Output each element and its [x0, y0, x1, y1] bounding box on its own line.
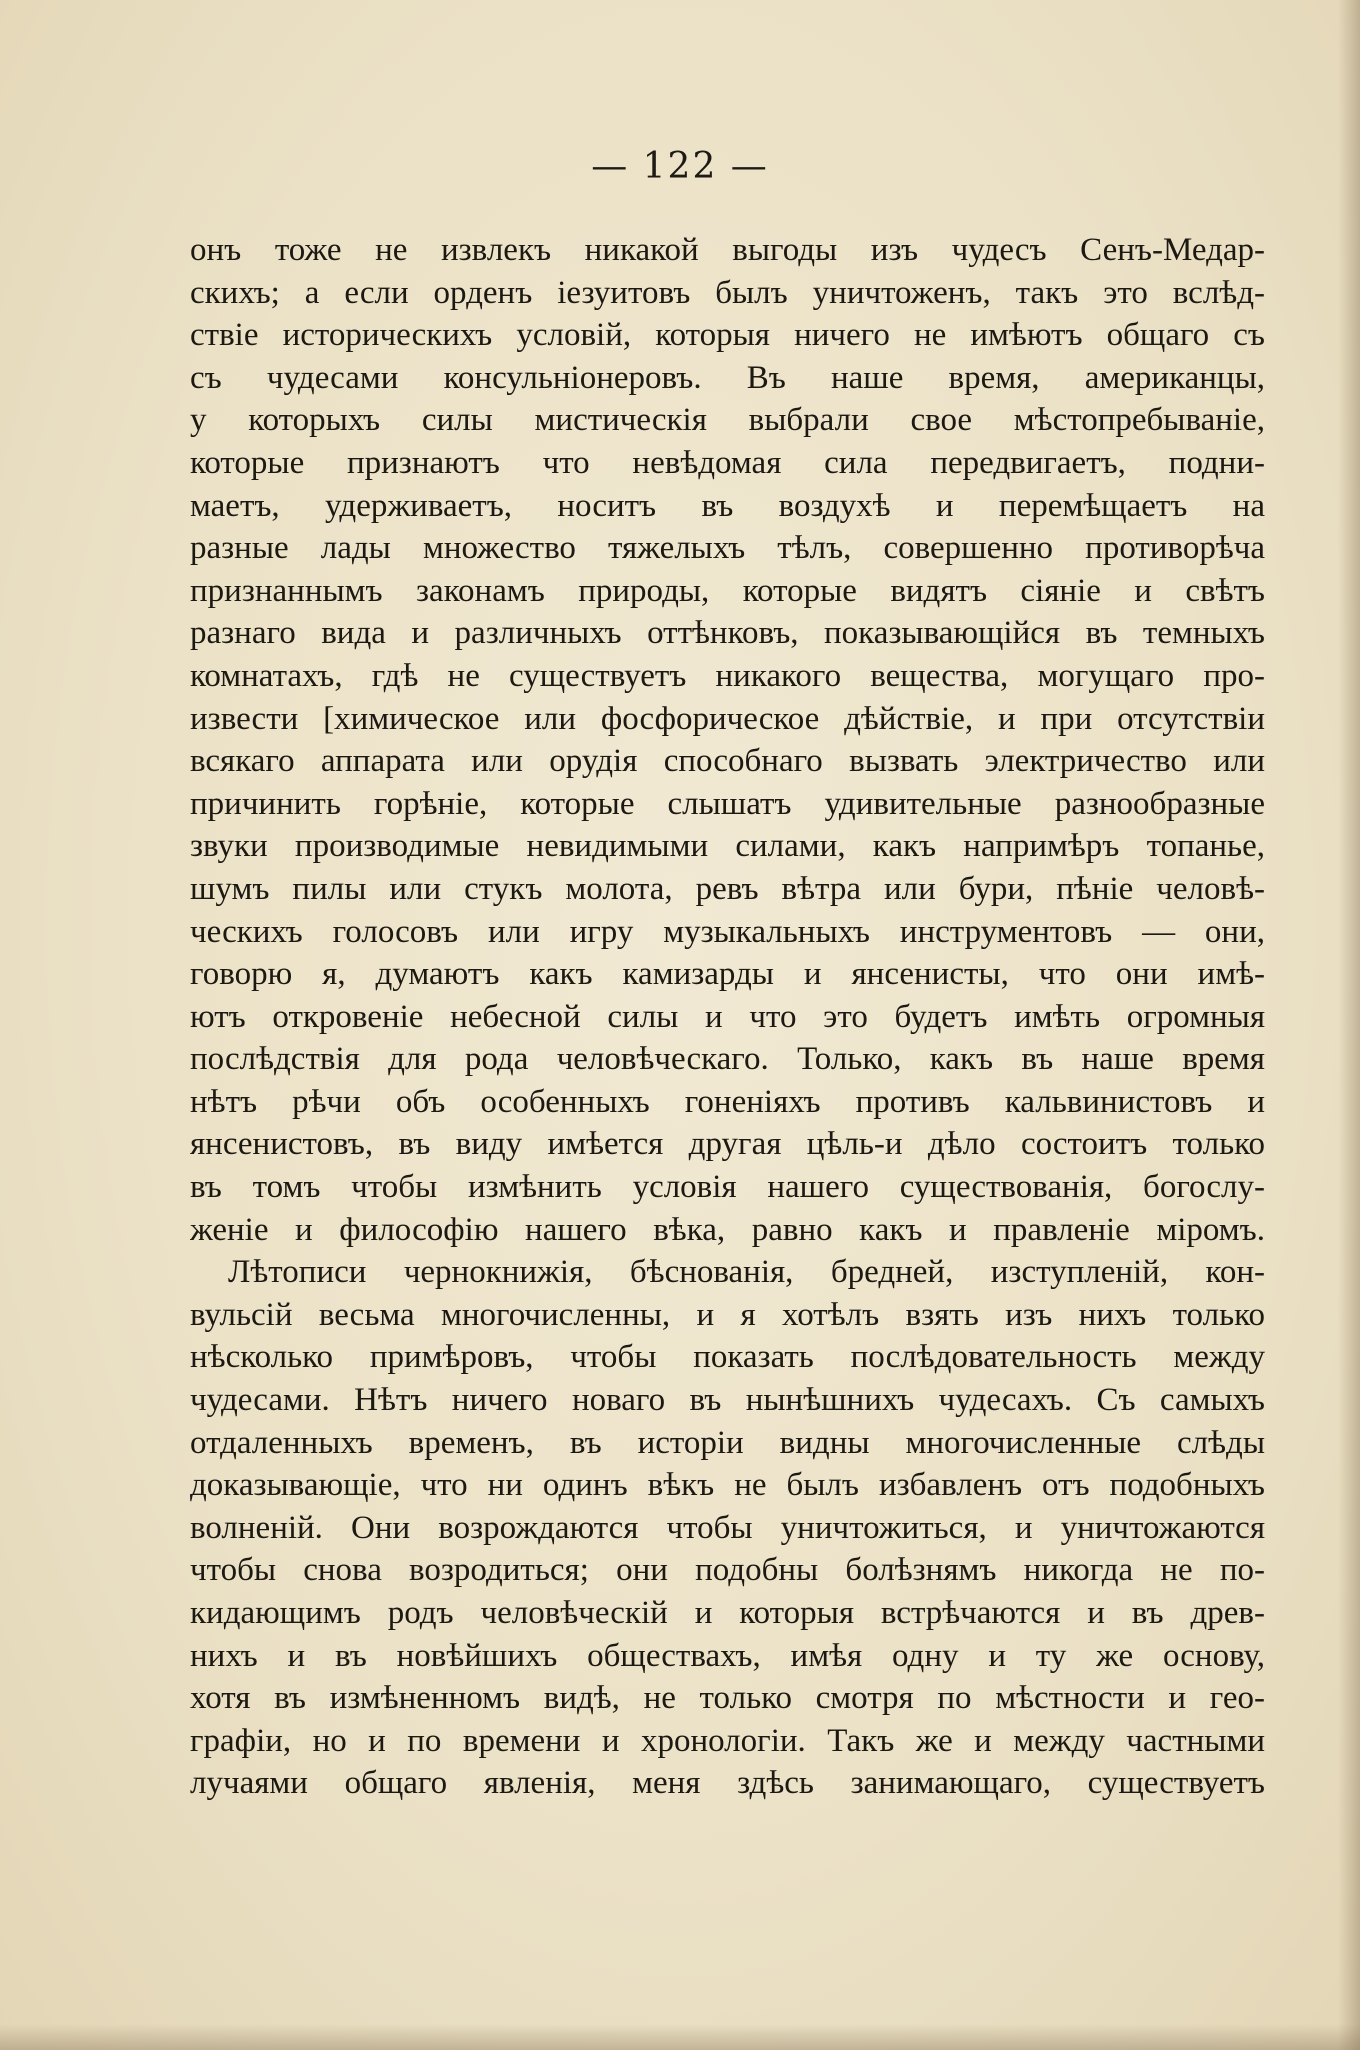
text-line: янсенистовъ, въ виду имѣется другая цѣль-и дѣло состоитъ только — [190, 1126, 1265, 1163]
text-line: нихъ и въ новѣйшихъ обществахъ, имѣя одну и ту же основу, — [190, 1637, 1265, 1674]
text-line: съ чудесами консульніонеровъ. Въ наше время, американцы, — [190, 359, 1265, 396]
page-edge-shadow-right — [1338, 0, 1360, 2050]
text-line: разные лады множество тяжелыхъ тѣлъ, совершенно противорѣча — [190, 530, 1265, 567]
text-line: ческихъ голосовъ или игру музыкальныхъ инструментовъ — они, — [190, 913, 1265, 950]
text-line: въ томъ чтобы измѣнить условія нашего существованія, богослу- — [190, 1169, 1265, 1206]
text-line: звуки производимые невидимыми силами, какъ напримѣръ топанье, — [190, 828, 1265, 865]
text-line: которые признаютъ что невѣдомая сила передвигаетъ, подни- — [190, 444, 1265, 481]
text-line-last: женіе и философію нашего вѣка, равно какъ и правленіе міромъ. — [190, 1211, 1265, 1248]
text-line: говорю я, думаютъ какъ камизарды и янсенисты, что они имѣ- — [190, 956, 1265, 993]
text-line: у которыхъ силы мистическія выбрали свое мѣстопребываніе, — [190, 402, 1265, 439]
text-line: ютъ откровеніе небесной силы и что это будетъ имѣть огромныя — [190, 998, 1265, 1035]
text-line: лучаями общаго явленія, меня здѣсь занимающаго, существуетъ — [190, 1765, 1265, 1802]
text-line: скихъ; а если орденъ іезуитовъ былъ уничтоженъ, такъ это вслѣд- — [190, 274, 1265, 311]
page-edge-shadow-bottom — [0, 2024, 1360, 2050]
text-line: ствіе историческихъ условій, которыя ничего не имѣютъ общаго съ — [190, 317, 1265, 354]
text-line: нѣтъ рѣчи объ особенныхъ гоненіяхъ противъ кальвинистовъ и — [190, 1083, 1265, 1120]
text-line: комнатахъ, гдѣ не существуетъ никакого вещества, могущаго про- — [190, 657, 1265, 694]
text-line: вульсій весьма многочисленны, и я хотѣлъ взять изъ нихъ только — [190, 1296, 1265, 1333]
page-number: — 122 — — [591, 146, 769, 187]
body-text — [190, 229, 1265, 1805]
text-line: маетъ, удерживаетъ, носитъ въ воздухѣ и перемѣщаетъ на — [190, 487, 1265, 524]
paragraph-1 — [190, 229, 1265, 1251]
text-line: доказывающіе, что ни одинъ вѣкъ не былъ избавленъ отъ подобныхъ — [190, 1467, 1265, 1504]
paragraph-2 — [190, 1251, 1265, 1805]
text-line-first: Лѣтописи чернокнижія, бѣснованія, бредней, изступленій, кон- — [228, 1254, 1265, 1291]
text-line: чудесами. Нѣтъ ничего новаго въ нынѣшнихъ чудесахъ. Съ самыхъ — [190, 1382, 1265, 1419]
text-line: графіи, но и по времени и хронологіи. Такъ же и между частными — [190, 1722, 1265, 1759]
text-line: отдаленныхъ временъ, въ исторіи видны многочисленные слѣды — [190, 1424, 1265, 1461]
text-line: кидающимъ родъ человѣческій и которыя встрѣчаются и въ древ- — [190, 1595, 1265, 1631]
text-line: шумъ пилы или стукъ молота, ревъ вѣтра или бури, пѣніе человѣ- — [190, 870, 1265, 907]
text-line: хотя въ измѣненномъ видѣ, не только смотря по мѣстности и гео- — [190, 1680, 1265, 1717]
text-line: причинить горѣніе, которые слышатъ удивительные разнообразные — [190, 785, 1265, 822]
text-line: послѣдствія для рода человѣческаго. Только, какъ въ наше время — [190, 1041, 1265, 1078]
text-line: всякаго аппарата или орудія способнаго вызвать электричество или — [190, 743, 1265, 780]
text-line: разнаго вида и различныхъ оттѣнковъ, показывающійся въ темныхъ — [190, 615, 1265, 652]
text-line: чтобы снова возродиться; они подобны болѣзнямъ никогда не по- — [190, 1552, 1265, 1589]
text-line: волненій. Они возрождаются чтобы уничтожиться, и уничтожаются — [190, 1509, 1265, 1546]
text-line: онъ тоже не извлекъ никакой выгоды изъ чудесъ Сенъ-Медар- — [190, 232, 1265, 268]
text-line: нѣсколько примѣровъ, чтобы показать послѣдовательность между — [190, 1339, 1265, 1376]
text-line: признаннымъ законамъ природы, которые видятъ сіяніе и свѣтъ — [190, 572, 1265, 609]
text-line: извести [химическое или фосфорическое дѣйствіе, и при отсутствіи — [190, 700, 1265, 737]
